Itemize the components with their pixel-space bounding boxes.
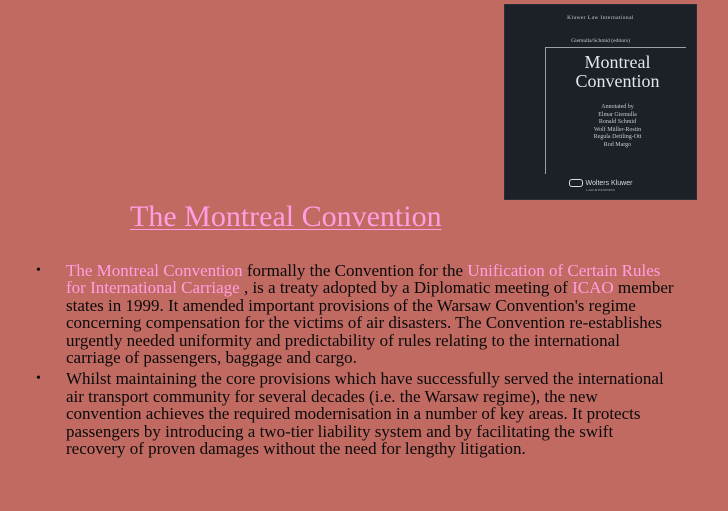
bullet-item-2 (0, 370, 676, 457)
bullet-marker: • (36, 371, 41, 387)
book-title (560, 53, 675, 91)
book-author: Wolf Müller-Rostin (593, 126, 642, 133)
bullet-marker: • (36, 263, 41, 278)
unification-rules-link[interactable]: Unification of Certain Rules for International Carriage (66, 261, 661, 298)
bullet-text: , is a treaty adopted by a Diplomatic meeting of (239, 278, 573, 298)
icao-link[interactable]: ICAO (572, 278, 614, 298)
montreal-convention-link[interactable]: The Montreal Convention (66, 261, 243, 280)
book-editors: Giemulla/Schmid (editors) (571, 38, 630, 44)
book-author: Elmar Giemulla (598, 111, 637, 118)
book-title-frame (545, 47, 686, 174)
bullet-text: formally the Convention for the (242, 261, 468, 280)
bullet-item-1 (0, 262, 676, 366)
publisher-logo (504, 179, 697, 187)
bullet-text: Whilst maintaining the core provisions which have successfully served the international air transport community for several decades (i.e. the Warsaw regime), the new convention achieves the required modernisation in a number of key areas. It protects passengers by introducing a two-tier liability system and by facilitating the swift recovery of proven damages without the need for lengthy litigation. (66, 369, 664, 459)
publisher-logo-icon (569, 179, 583, 187)
slide-title-link[interactable]: The Montreal Convention (130, 200, 442, 233)
book-title-line2: Convention (575, 71, 660, 91)
book-publisher: Kluwer Law International (567, 15, 634, 21)
bullet-text: member states in 1999. It amended important provisions of the Warsaw Convention's regime concerning compensation for the victims of air disasters. The Convention re-establishes urgently needed uniformity and predictability of rules relating to the international carriage of passengers, baggage and cargo. (66, 278, 674, 368)
book-author: Regula Dettling-Ott (593, 134, 642, 140)
book-authors (560, 104, 675, 149)
publisher-logo-text: Wolters Kluwer (585, 179, 633, 187)
book-title-line1: Montreal (584, 52, 651, 72)
publisher-logo-subtext: LAW & BUSINESS (586, 188, 615, 192)
book-author: Rod Margo (603, 141, 632, 148)
book-annotated-label: Annotated by (601, 104, 634, 110)
book-cover-image (504, 4, 697, 200)
book-author: Ronald Schmid (598, 119, 637, 125)
bullet-list (0, 262, 728, 457)
